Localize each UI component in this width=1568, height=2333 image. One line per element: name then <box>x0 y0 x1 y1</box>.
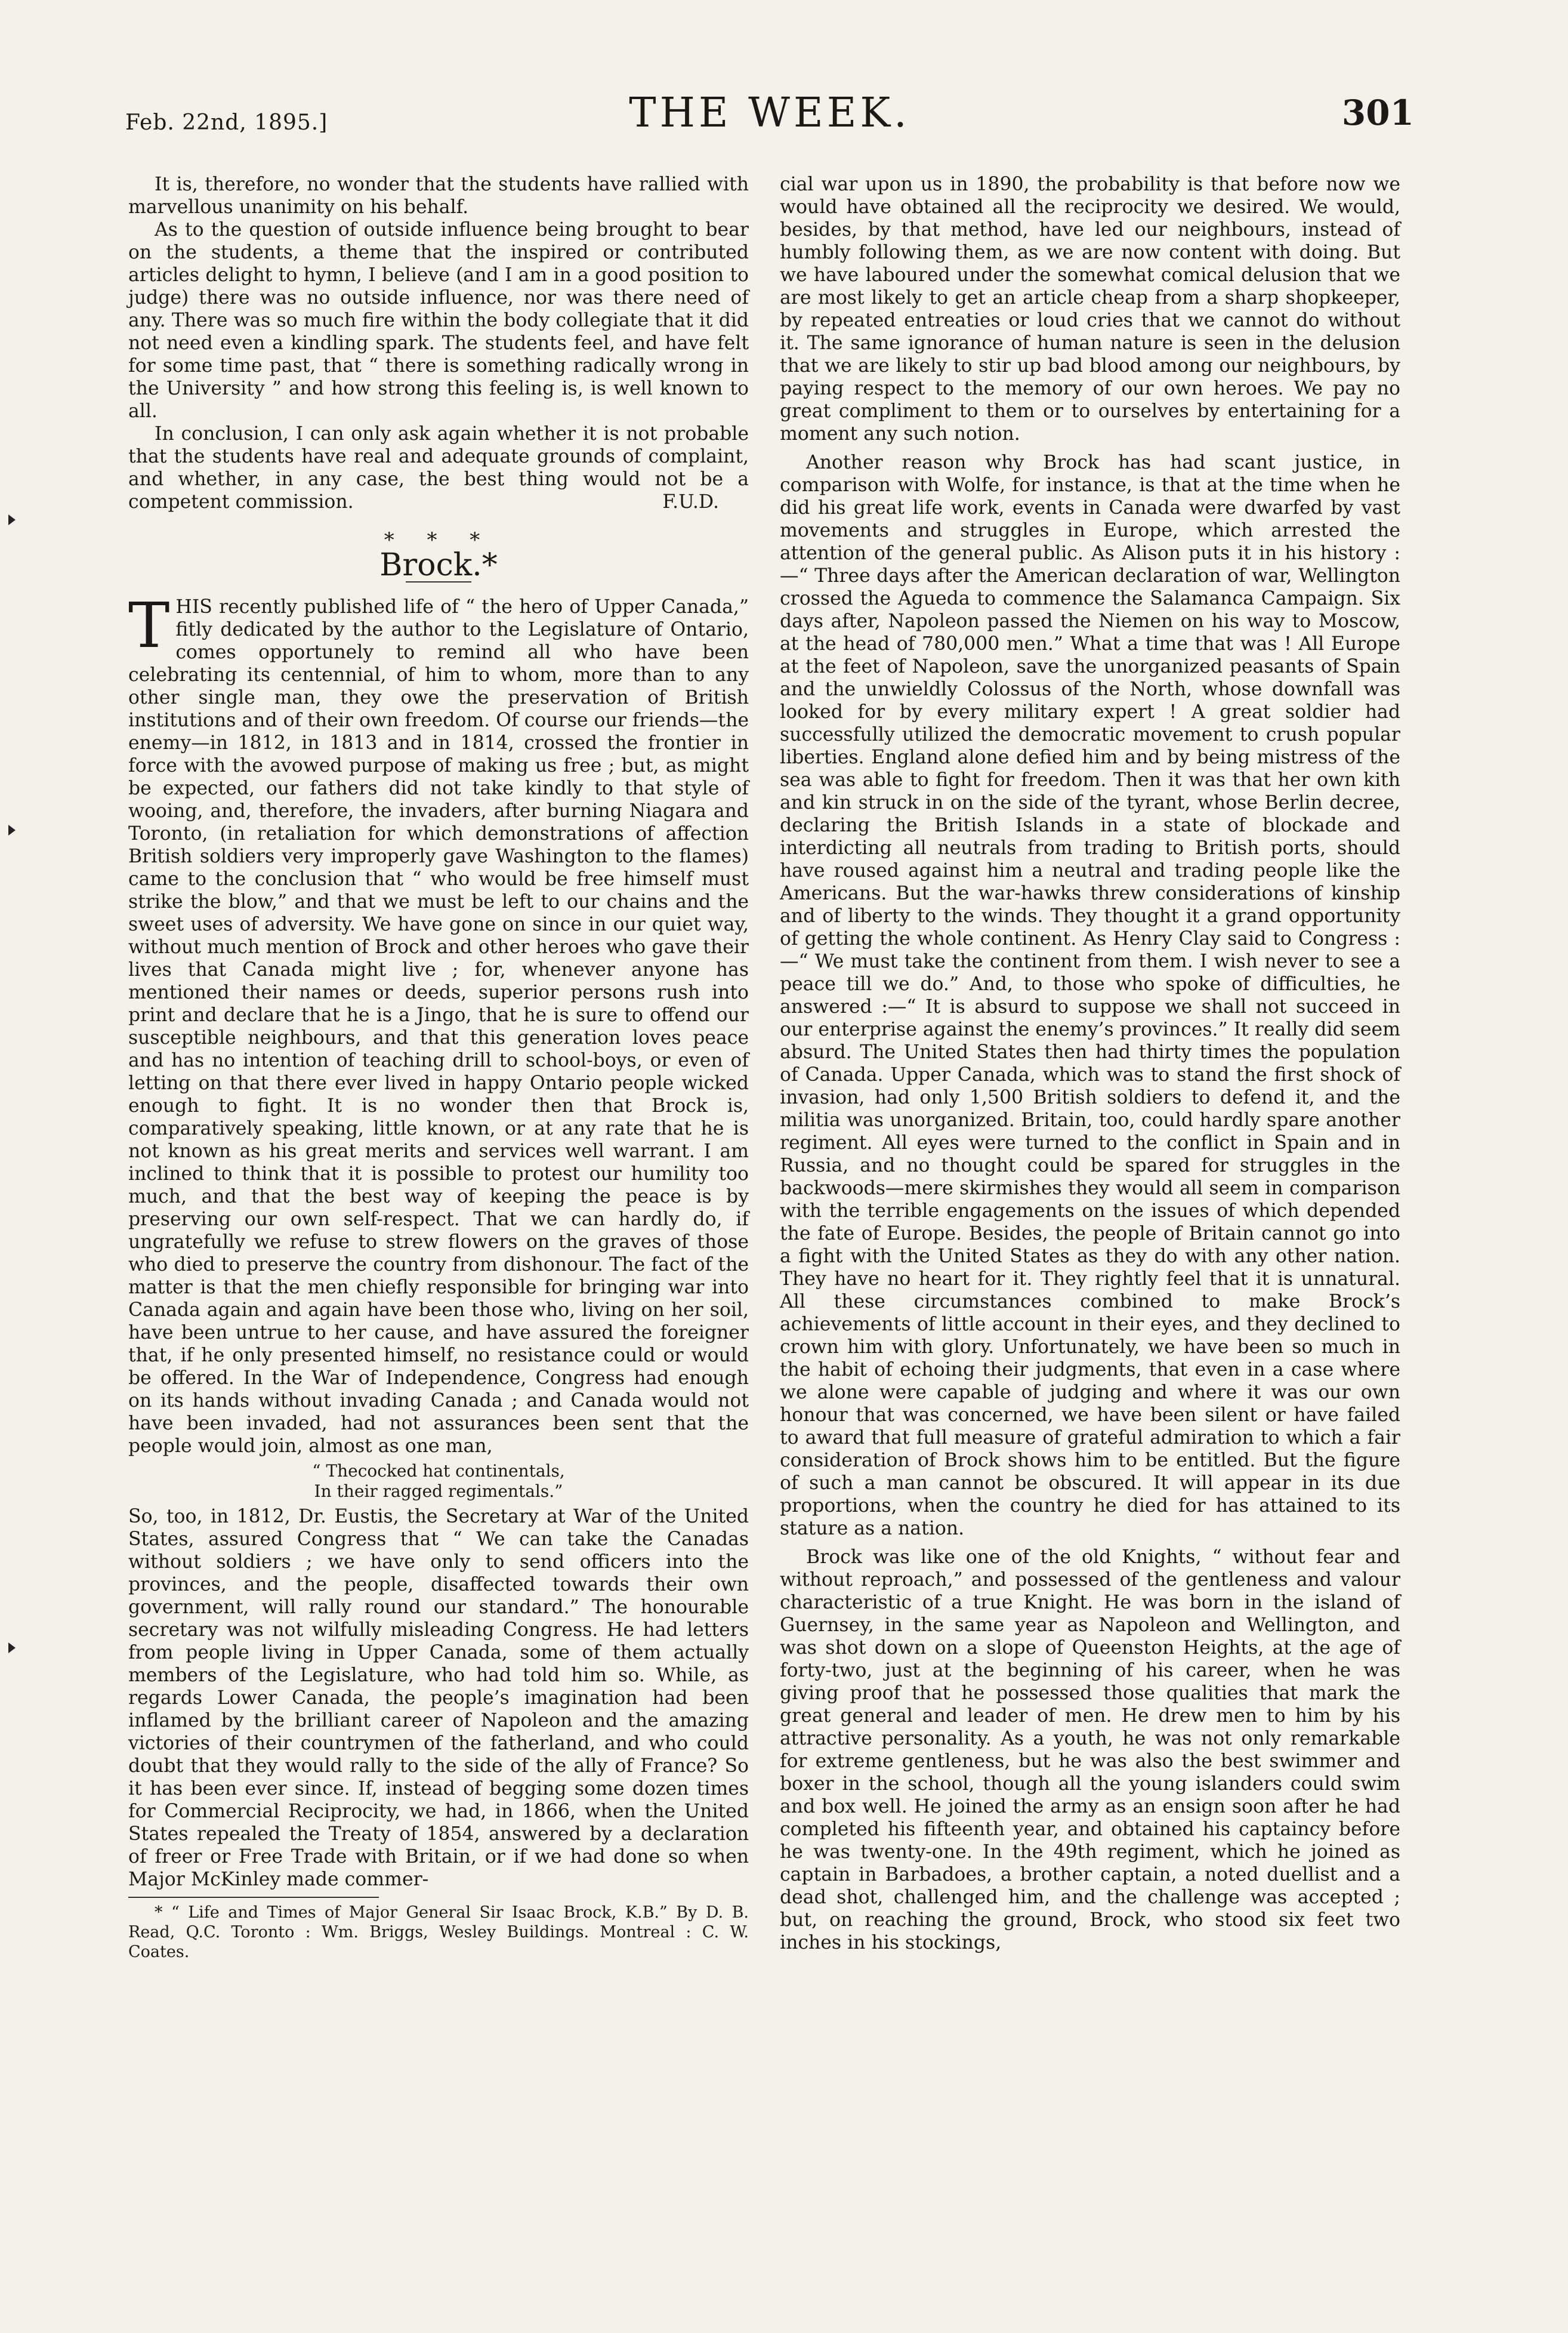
footnote-divider <box>128 1897 379 1898</box>
footnote: * “ Life and Times of Major General Sir Isaac Brock, K.B.” By D. B. Read, Q.C. Toronto : Wm. Briggs, Wesley Buildings. Montreal : C. W. Coates. <box>128 1903 749 1961</box>
article-paragraph <box>128 589 749 1457</box>
margin-arrow-mark <box>8 825 16 836</box>
conclusion-paragraph <box>128 423 749 513</box>
left-column <box>128 173 749 1962</box>
article-paragraph: cial war upon us in 1890, the probability is that before now we would have obtained all the reciprocity we desired. We would, besides, by that method, have led our neighbours, instead of humbly following them, as we are now content with doing. But we have laboured under the somewhat comical delusion that we are most likely to get an article cheap from a sharp shopkeeper, by repeated entreaties or loud cries that we cannot do without it. The same ignorance of human nature is seen in the delusion that we are likely to stir up bad blood among our neighbours, by paying respect to the memory of our own heroes. We pay no great compliment to them or to ourselves by entertaining for a moment any such notion. <box>780 174 1400 445</box>
right-column <box>780 173 1400 1954</box>
conclusion-text: In conclusion, I can only ask again whether it is not probable that the students have real and adequate grounds of complaint, and whether, in any case, the best thing would not be a competent commission. <box>128 423 749 513</box>
article-paragraph: Brock was like one of the old Knights, “ without fear and without reproach,” and possessed of the gentleness and valour characteristic of a true Knight. He was born in the island of Guernsey, in the same year as Napoleon and Wellington, and was shot down on a slope of Queenston Heights, at the age of forty-two, just at the beginning of his career, when he was giving proof that he possessed those qualities that mark the great general and leader of men. He drew men to him by his attractive personality. As a youth, he was not only remarkable for extreme gentleness, but he was also the best swimmer and boxer in the school, though all the young islanders could swim and box well. He joined the army as an ensign soon after he had completed his fifteenth year, and obtained his captaincy before he was twenty-one. In the 49th regiment, which he joined as captain in Barbadoes, a brother captain, a noted duellist and a dead shot, challenged him, and the challenge was accepted ; but, on reaching the ground, Brock, who stood six feet two inches in his stockings, <box>780 1546 1400 1953</box>
section-separator: * * * <box>384 528 493 552</box>
issue-date: Feb. 22nd, 1895.] <box>125 110 328 135</box>
article-paragraph-text: HIS recently published life of “ the hero of Upper Canada,” fitly dedicated by the author to the Legislature of Ontario, comes opportunely to remind all who have been celebrating its centennial, of him to whom, more than to any other single man, they owe the preservation of British institutions and of their own freedom. Of course our friends—the enemy—in 1812, in 1813 and in 1814, crossed the frontier in force with the avowed purpose of making us free ; but, as might be expected, our fathers did not take kindly to that style of wooing, and, therefore, the invaders, after burning Niagara and Toronto, (in retaliation for which demonstrations of affection British soldiers very improperly gave Washington to the flames) came to the conclusion that “ who would be free himself must strike the blow,” and that we must be left to our chains and the sweet uses of adversity. We have gone on since in our quiet way, without much mention of Brock and other heroes who gave their lives that Canada might live ; for, whenever anyone has mentioned their names or deeds, superior persons rush into print and declare that he is a Jingo, that he is sure to offend our susceptible neighbours, and that this generation loves peace and has no intention of teaching drill to school-boys, or even of letting on that there ever lived in happy Ontario people wicked enough to fight. It is no wonder then that Brock is, comparatively speaking, little known, or at any rate that he is not known as his great merits and services well warrant. I am inclined to think that it is possible to protest our humility too much, and that the best way of keeping the peace is by preserving our own self-respect. That we can hardly do, if ungratefully we refuse to strew flowers on the graves of those who died to preserve the country from dishonour. The fact of the matter is that the men chiefly responsible for bringing war into Canada again and again have been those who, living on her soil, have been untrue to her cause, and have assured the foreigner that, if he only presented himself, no resistance could or would be offered. In the War of Independence, Congress had enough on its hands without invading Canada ; and Canada would not have been invaded, had not assurances been sent that the people would join, almost as one man, <box>128 596 749 1457</box>
article-title: Brock.* <box>379 547 498 583</box>
article-paragraph: So, too, in 1812, Dr. Eustis, the Secretary at War of the United States, assured Congress that “ We can take the Canadas without soldiers ; we have only to send officers into the provinces, and the people, disaffected towards their own government, will rally round our standard.” The honourable secretary was not wilfully misleading Congress. He had letters from people living in Upper Canada, some of them actually members of the Legislature, who had told him so. While, as regards Lower Canada, the people’s imagination had been inflamed by the brilliant career of Napoleon and the amazing victories of their countrymen of the fatherland, and who could doubt that they would rally to the side of the ally of France? So it has been ever since. If, instead of begging some dozen times for Commercial Reciprocity, we had, in 1866, when the United States repealed the Treaty of 1854, answered by a declaration of freer or Free Trade with Britain, or if we had done so when Major McKinley made commer- <box>128 1506 749 1890</box>
intro-paragraph: As to the question of outside influence being brought to bear on the students, a theme that the inspired or contributed articles delight to hymn, I believe (and I am in a good position to judge) there was no outside influence, nor was there need of any. There was so much fire within the body collegiate that it did not need even a kindling spark. The students feel, and have felt for some time past, that “ there is something radically wrong in the University ” and how strong this feeling is, is well known to all. <box>128 219 749 422</box>
page-number: 301 <box>1341 93 1414 133</box>
margin-arrow-mark <box>8 1642 16 1653</box>
intro-paragraph: It is, therefore, no wonder that the students have rallied with marvellous unanimity on his behalf. <box>128 174 749 218</box>
margin-arrow-mark <box>8 514 16 525</box>
publication-title: THE WEEK. <box>629 90 910 137</box>
article-paragraph: Another reason why Brock has had scant justice, in comparison with Wolfe, for instance, is that at the time when he did his great life work, events in Canada were dwarfed by vast movements and struggles in Europe, which arrested the attention of the general public. As Alison puts it in his history :—“ Three days after the American declaration of war, Wellington crossed the Agueda to commence the Salamanca Campaign. Six days after, Napoleon passed the Niemen on his way to Moscow, at the head of 780,000 men.” What a time that was ! All Europe at the feet of Napoleon, save the unorganized peasants of Spain and the unwieldly Colossus of the North, whose downfall was looked for by every military expert ! A great soldier had successfully utilized the democratic movement to crush popular liberties. England alone defied him and by being mistress of the sea was able to fight for freedom. Then it was that her own kith and kin struck in on the side of the tyrant, whose Berlin decree, declaring the British Islands in a state of blockade and interdicting all neutrals from trading to British ports, should have roused against him a neutral and trading people like the Americans. But the war-hawks threw considerations of kinship and of liberty to the winds. They thought it a grand opportunity of getting the whole continent. As Henry Clay said to Congress :—“ We must take the continent from them. I wish never to see a peace till we do.” And, to those who spoke of difficulties, he answered :—“ It is absurd to suppose we shall not succeed in our enterprise against the enemy’s provinces.” It really did seem absurd. The United States then had thirty times the population of Canada. Upper Canada, which was to stand the first shock of invasion, had only 1,500 British soldiers to defend it, and the militia was unorganized. Britain, too, could hardly spare another regiment. All eyes were turned to the conflict in Spain and in Russia, and no thought could be spared for struggles in the backwoods—mere skirmishes they would all seem in comparison with the terrible engagements on the issues of which depended the fate of Europe. Besides, the people of Britain cannot go into a fight with the United States as they do with any other nation. They have no heart for it. They rightly feel that it is unnatural. All these circumstances combined to make Brock’s achievements of little account in their eyes, and they declined to crown him with glory. Unfortunately, we have been so much in the habit of echoing their judgments, that even in a case where we alone were capable of judging and where it was our own honour that was concerned, we have been silent or have failed to award that full measure of grateful admiration to which a fair consideration of Brock shows him to be entitled. But the figure of such a man cannot be obscured. It will appear in its due proportions, when the country he died for has attained to its stature as a nation. <box>780 452 1400 1539</box>
quote-line: “ Thecocked hat continentals, <box>312 1461 565 1481</box>
page-header <box>125 90 1414 155</box>
author-signature: F.U.D. <box>662 491 719 513</box>
quote-line: In their ragged regimentals.” <box>314 1481 563 1501</box>
drop-cap: T <box>128 589 170 662</box>
verse-quote <box>128 1461 749 1502</box>
